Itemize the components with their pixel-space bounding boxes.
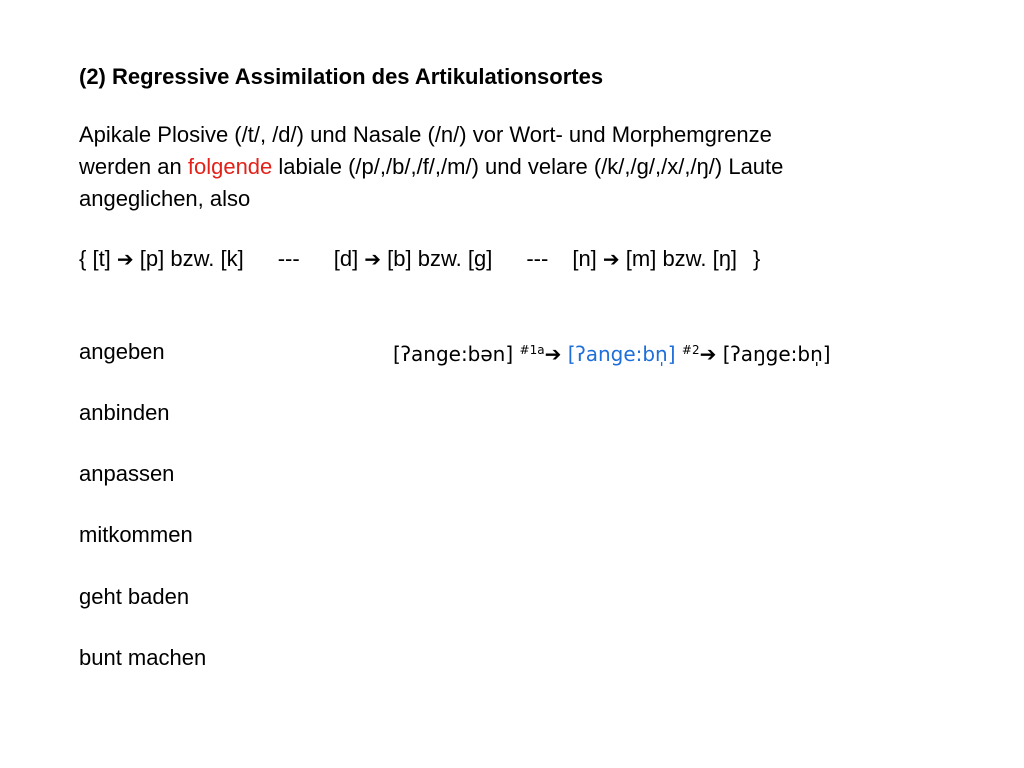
slide-title: (2) Regressive Assimilation des Artikulationsortes <box>79 64 604 89</box>
rule-t-source: { [t] <box>79 246 117 271</box>
example-word: anpassen <box>79 461 175 486</box>
rule-close-brace: } <box>753 246 761 271</box>
transcription-form-3: [ʔaŋge:bn̩] <box>722 342 831 366</box>
rule-separator-2: --- <box>526 246 549 271</box>
paragraph-line-2-pre: werden an <box>79 154 188 179</box>
example-word: geht baden <box>79 584 190 609</box>
rule-d-target: [b] bzw. [g] <box>381 246 493 271</box>
arrow-right-icon: ➔ <box>544 342 562 366</box>
arrow-right-icon: ➔ <box>602 247 620 271</box>
transcription-form-2: [ʔange:bn̩] <box>567 342 676 366</box>
rule-d-source: [d] <box>333 246 365 271</box>
rule-separator-1: --- <box>277 246 300 271</box>
paragraph-line-2-post: labiale (/p/,/b/,/f/,/m/) und velare (/k/,/g/,/x/,/ŋ/) Laute <box>272 154 784 179</box>
example-word: bunt machen <box>79 645 207 670</box>
arrow-right-icon: ➔ <box>699 342 717 366</box>
highlighted-word-folgende: folgende <box>187 154 273 179</box>
paragraph-line-2 <box>79 154 783 180</box>
rule-n-source: [n] <box>572 246 603 271</box>
arrow-right-icon: ➔ <box>116 247 134 271</box>
example-word: mitkommen <box>79 522 193 547</box>
example-word: angeben <box>79 339 165 364</box>
arrow-right-icon: ➔ <box>364 247 382 271</box>
paragraph-line-3: angeglichen, also <box>79 186 251 211</box>
paragraph-line-1: Apikale Plosive (/t/, /d/) und Nasale (/n/) vor Wort- und Morphemgrenze <box>79 122 772 147</box>
step-label-1a: #1a <box>519 343 545 357</box>
step-label-2: #2 <box>681 343 700 357</box>
rule-n-target: [m] bzw. [ŋ] <box>619 246 738 271</box>
transcription-derivation <box>393 337 831 367</box>
transcription-form-1: [ʔange:bən] <box>393 342 514 366</box>
rule-t-target: [p] bzw. [k] <box>133 246 244 271</box>
assimilation-rule <box>79 246 760 272</box>
example-word: anbinden <box>79 400 170 425</box>
